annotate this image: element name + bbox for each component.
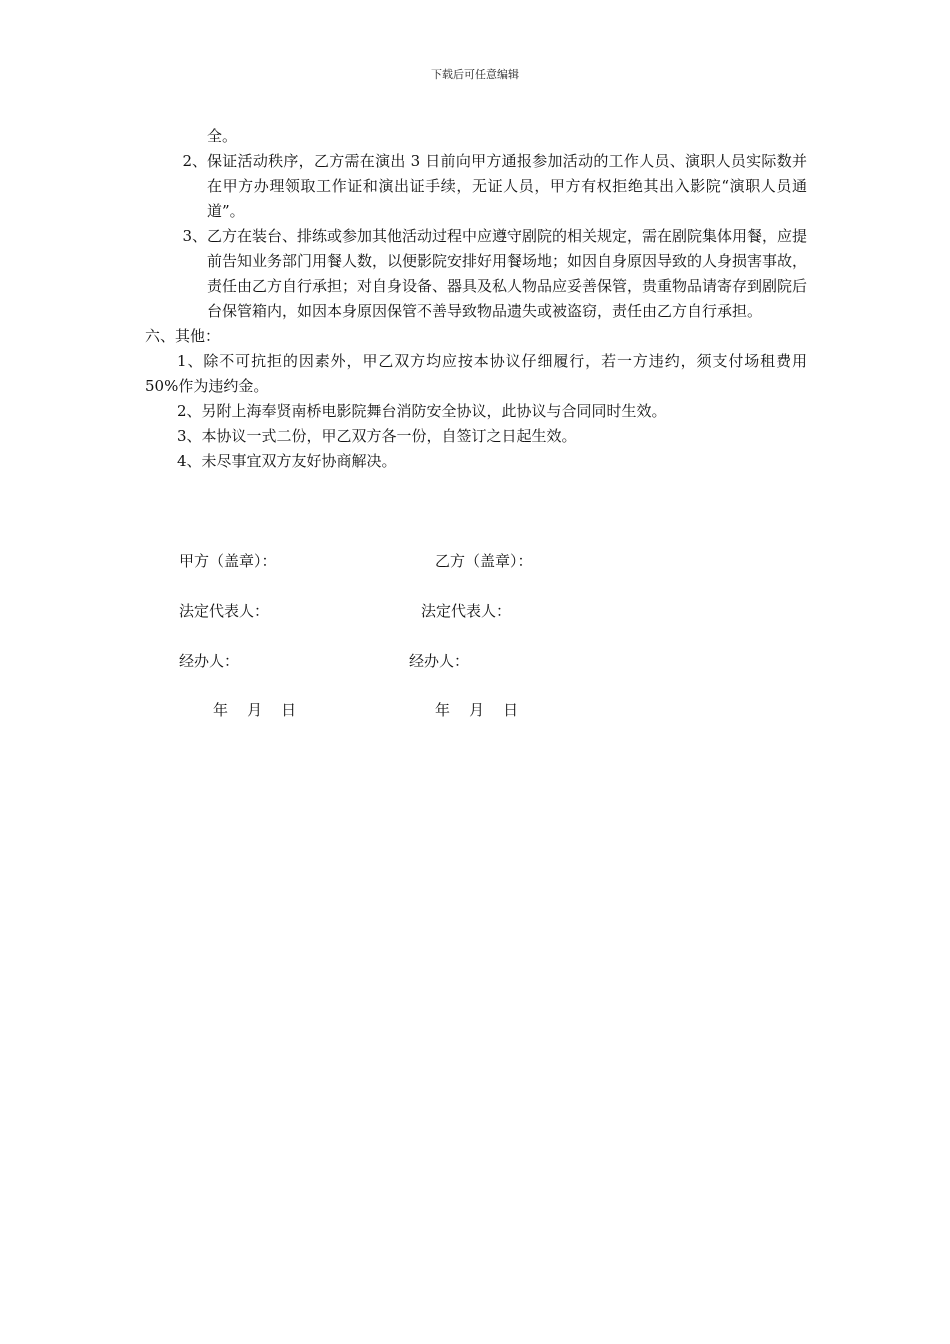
other-clause-3: 3、本协议一式二份，甲乙双方各一份，自签订之日起生效。 [177, 427, 577, 445]
party-b-rep-label: 法定代表人： [421, 602, 512, 620]
contract-body [145, 124, 807, 474]
continued-line: 全。 [207, 127, 238, 145]
clause-item-2 [145, 149, 807, 224]
party-a-seal-label: 甲方（盖章）： [179, 552, 277, 570]
other-clause-2: 2、另附上海奉贤南桥电影院舞台消防安全协议，此协议与合同同时生效。 [177, 402, 667, 420]
party-a-rep-label: 法定代表人： [179, 602, 270, 620]
page-header: 下载后可任意编辑 [431, 68, 519, 81]
clause-item-3 [145, 224, 807, 324]
party-a-agent-label: 经办人： [179, 652, 240, 670]
party-b-agent-label: 经办人： [409, 652, 470, 670]
clause-text: 保证活动秩序，乙方需在演出 3 日前向甲方通报参加活动的工作人员、演职人员实际数并在甲方办理领取工作证和演出证手续，无证人员，甲方有权拒绝其出入影院“演职人员通道”。 [207, 152, 807, 220]
other-clause-1: 1、除不可抗拒的因素外，甲乙双方均应按本协议仔细履行，若一方违约，须支付场租费用 50%作为违约金。 [145, 352, 807, 395]
clause-number: 3、 [182, 227, 207, 245]
other-clause-4: 4、未尽事宜双方友好协商解决。 [177, 452, 397, 470]
party-a-date: 年 月 日 [213, 701, 297, 719]
party-b-seal-label: 乙方（盖章）： [435, 552, 533, 570]
clause-text: 乙方在装台、排练或参加其他活动过程中应遵守剧院的相关规定，需在剧院集体用餐，应提前告知业务部门用餐人数，以便影院安排好用餐场地；如因自身原因导致的人身损害事故，责任由乙方自行承担；对自身设备、器具及私人物品应妥善保管，贵重物品请寄存到剧院后台保管箱内，如因本身原因保管不善导致物品遗失或被盗窃，责任由乙方自行承担。 [207, 227, 808, 320]
party-b-date: 年 月 日 [435, 701, 519, 719]
section-title-other: 六、其他： [145, 327, 221, 345]
clause-number: 2、 [182, 152, 207, 170]
